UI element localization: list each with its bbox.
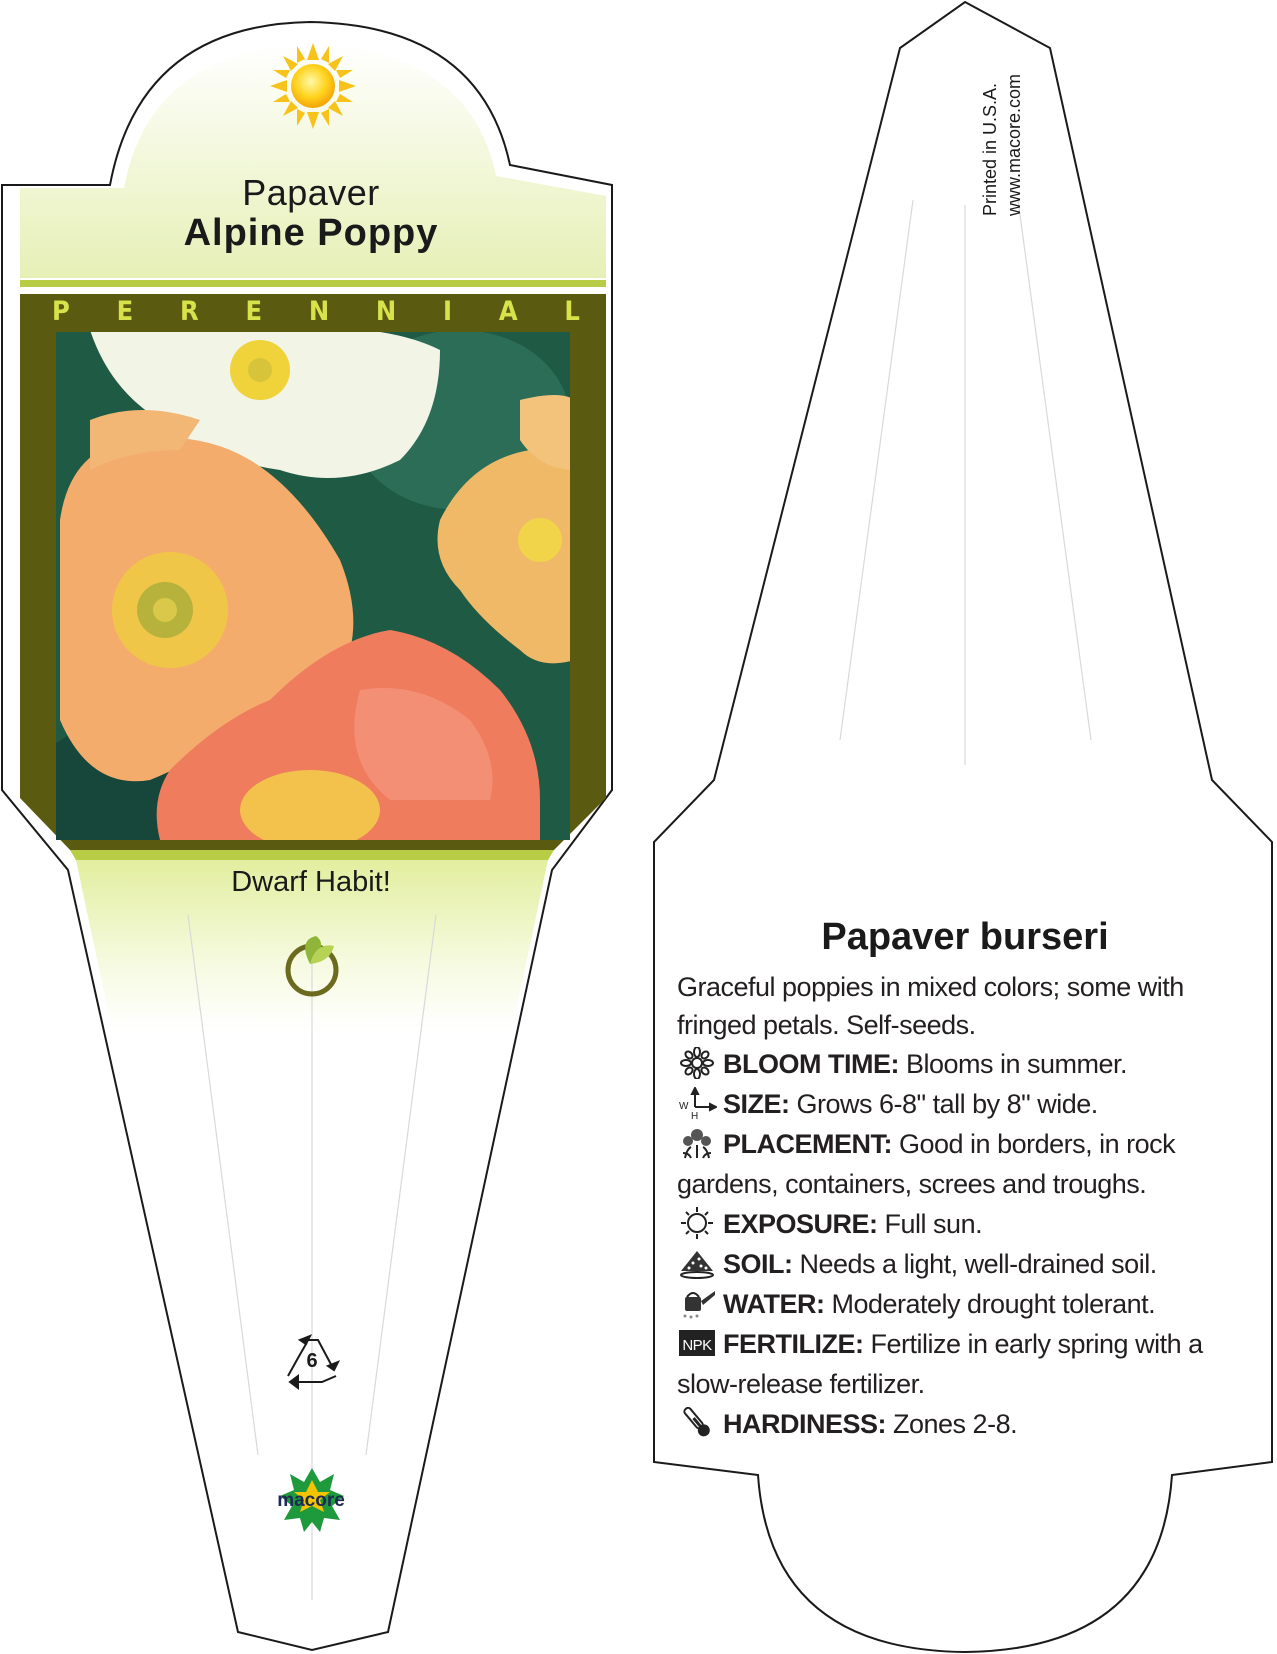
plant-slogan: Dwarf Habit! [231, 866, 391, 898]
thermometer-icon [677, 1407, 717, 1439]
category-letter: E [116, 296, 134, 327]
care-item [677, 1244, 1237, 1284]
care-item-value: Needs a light, well-drained soil. [792, 1249, 1157, 1279]
category-letter: I [443, 296, 453, 327]
category-letter: E [245, 296, 263, 327]
care-item [677, 1284, 1237, 1324]
care-item-value: Zones 2-8. [886, 1409, 1018, 1439]
botanical-name: Papaver burseri [821, 916, 1109, 958]
care-item-label: PLACEMENT: [723, 1129, 892, 1159]
category-letter: N [308, 296, 330, 327]
care-item-value: Good in borders, in rock gardens, containers, screes and troughs. [677, 1129, 1176, 1199]
svg-text:H: H [691, 1111, 698, 1119]
care-item [677, 1084, 1237, 1124]
care-info [677, 968, 1237, 1444]
care-item [677, 1124, 1237, 1204]
printed-in: Printed in U.S.A. [980, 82, 1000, 216]
brand-logo-text: macore [277, 1490, 345, 1511]
care-item-label: FERTILIZE: [723, 1329, 864, 1359]
care-item-label: SIZE: [723, 1089, 790, 1119]
care-item-value: Moderately drought tolerant. [824, 1289, 1156, 1319]
watering-can-icon [677, 1287, 717, 1319]
plant-category [52, 296, 580, 327]
printer-credit [978, 74, 1026, 216]
recycle-code: 6 [306, 1350, 318, 1372]
care-item-value: Blooms in summer. [898, 1049, 1128, 1079]
care-item-value: Full sun. [877, 1209, 983, 1239]
plant-description: Graceful poppies in mixed colors; some with fringed petals. Self-seeds. [677, 972, 1184, 1040]
npk-icon [677, 1327, 717, 1359]
care-item-label: HARDINESS: [723, 1409, 887, 1439]
care-item-label: SOIL: [723, 1249, 793, 1279]
flower-icon [677, 1047, 717, 1079]
category-letter: L [564, 296, 580, 327]
category-letter: P [52, 296, 70, 327]
poppy-photo [20, 320, 575, 890]
plants-icon [677, 1127, 717, 1159]
category-letter: R [179, 296, 199, 327]
sun-icon [677, 1207, 717, 1239]
care-item-value: Fertilize in early spring with a slow-release fertilizer. [677, 1329, 1203, 1399]
size-arrows-icon [677, 1087, 717, 1119]
printer-url: www.macore.com [1004, 73, 1024, 216]
care-item [677, 1404, 1237, 1444]
category-letter: A [498, 296, 518, 327]
category-letter: N [375, 296, 397, 327]
care-item-value: Grows 6-8" tall by 8" wide. [789, 1089, 1098, 1119]
care-item-label: BLOOM TIME: [723, 1049, 899, 1079]
care-item [677, 1204, 1237, 1244]
care-item [677, 1324, 1237, 1404]
plant-genus: Papaver [242, 172, 380, 213]
care-item [677, 1044, 1237, 1084]
care-item-label: WATER: [723, 1289, 825, 1319]
svg-text:NPK: NPK [682, 1337, 712, 1354]
soil-icon [677, 1247, 717, 1279]
plant-common-name: Alpine Poppy [183, 212, 439, 254]
svg-text:W: W [679, 1101, 688, 1112]
care-item-label: EXPOSURE: [723, 1209, 878, 1239]
